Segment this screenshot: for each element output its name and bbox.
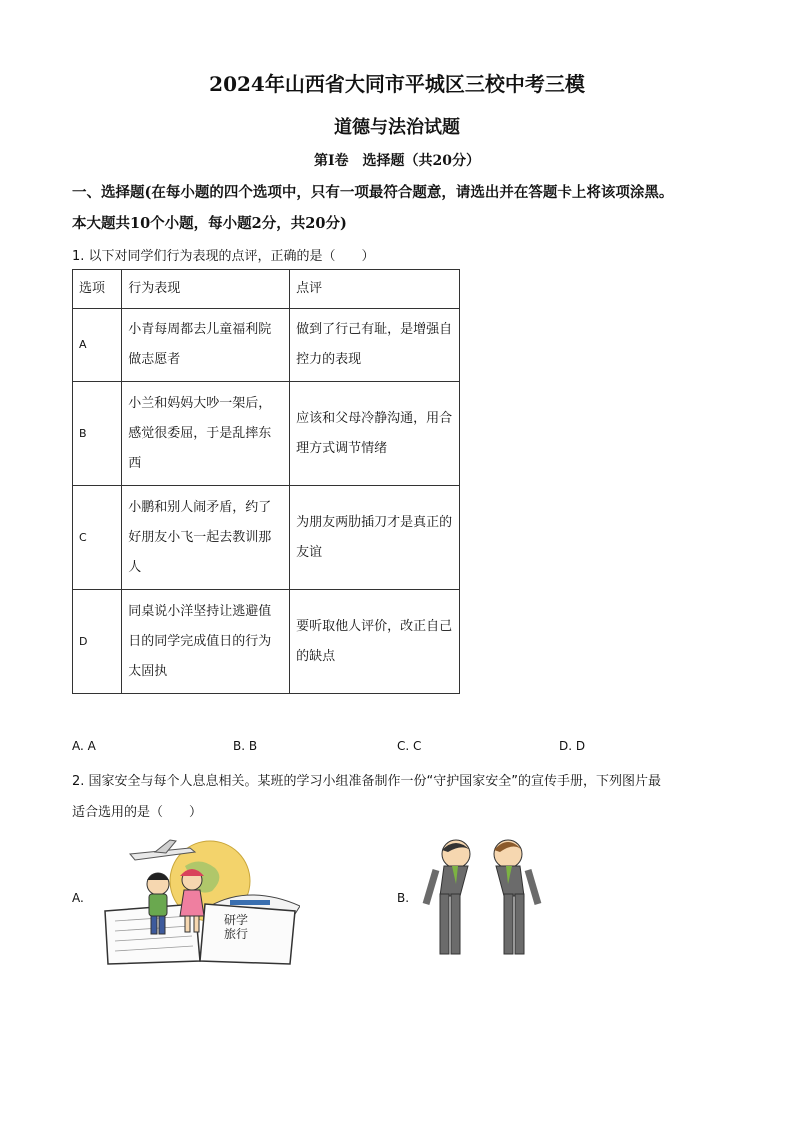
table-row: [73, 382, 460, 486]
row-comment: 应该和父母冷静沟通，用合理方式调节情绪: [290, 382, 460, 486]
row-behavior: 小青每周都去儿童福利院做志愿者: [122, 309, 290, 382]
question-1-stem: 1. 以下对同学们行为表现的点评，正确的是（ ）: [72, 249, 375, 264]
choice-a[interactable]: A. A: [72, 739, 96, 753]
header-behavior: 行为表现: [122, 270, 290, 309]
table-row: [73, 309, 460, 382]
row-comment: 为朋友两肋插刀才是真正的友谊: [290, 486, 460, 590]
subject-title: 道德与法治试题: [334, 117, 460, 138]
table-header-row: [73, 270, 460, 309]
row-behavior: 同桌说小洋坚持让逃避值日的同学完成值日的行为太固执: [122, 590, 290, 694]
table-row: [73, 590, 460, 694]
row-comment: 要听取他人评价，改正自己的缺点: [290, 590, 460, 694]
study-text: 研学: [224, 913, 249, 927]
option-a-label: A.: [72, 891, 84, 905]
question-2-stem-line-1: 2. 国家安全与每个人息息相关。某班的学习小组准备制作一份“守护国家安全”的宣传手册，下列图片最: [72, 774, 662, 789]
travel-text: 旅行: [224, 927, 249, 941]
man-left-icon: [426, 840, 470, 954]
row-behavior: 小兰和妈妈大吵一架后，感觉很委屈，于是乱摔东西: [122, 382, 290, 486]
question-1-table: [72, 269, 460, 694]
row-option: C: [73, 486, 122, 590]
study-travel-illustration[interactable]: [100, 836, 300, 966]
table-row: [73, 486, 460, 590]
option-b-label: B.: [397, 891, 410, 905]
row-behavior: 小鹏和别人闹矛盾，约了好朋友小飞一起去教训那人: [122, 486, 290, 590]
choice-d[interactable]: D. D: [559, 739, 586, 753]
bowing-men-illustration[interactable]: [414, 834, 550, 958]
row-option: D: [73, 590, 122, 694]
instruction-line-2: 本大题共10个小题，每小题2分，共20分): [72, 215, 347, 232]
row-comment: 做到了行己有耻，是增强自控力的表现: [290, 309, 460, 382]
question-2-stem-line-2: 适合选用的是（ ）: [72, 805, 203, 820]
man-right-icon: [494, 840, 538, 954]
choice-b[interactable]: B. B: [233, 739, 258, 753]
row-option: A: [73, 309, 122, 382]
row-option: B: [73, 382, 122, 486]
exam-title: 2024年山西省大同市平城区三校中考三模: [209, 72, 585, 96]
choice-c[interactable]: C. C: [397, 739, 422, 753]
header-option: 选项: [73, 270, 122, 309]
section-heading: 第Ⅰ卷 选择题（共20分）: [313, 153, 481, 169]
header-comment: 点评: [290, 270, 460, 309]
instruction-line-1: 一、选择题(在每小题的四个选项中，只有一项最符合题意，请选出并在答题卡上将该项涂黑。: [72, 184, 674, 201]
